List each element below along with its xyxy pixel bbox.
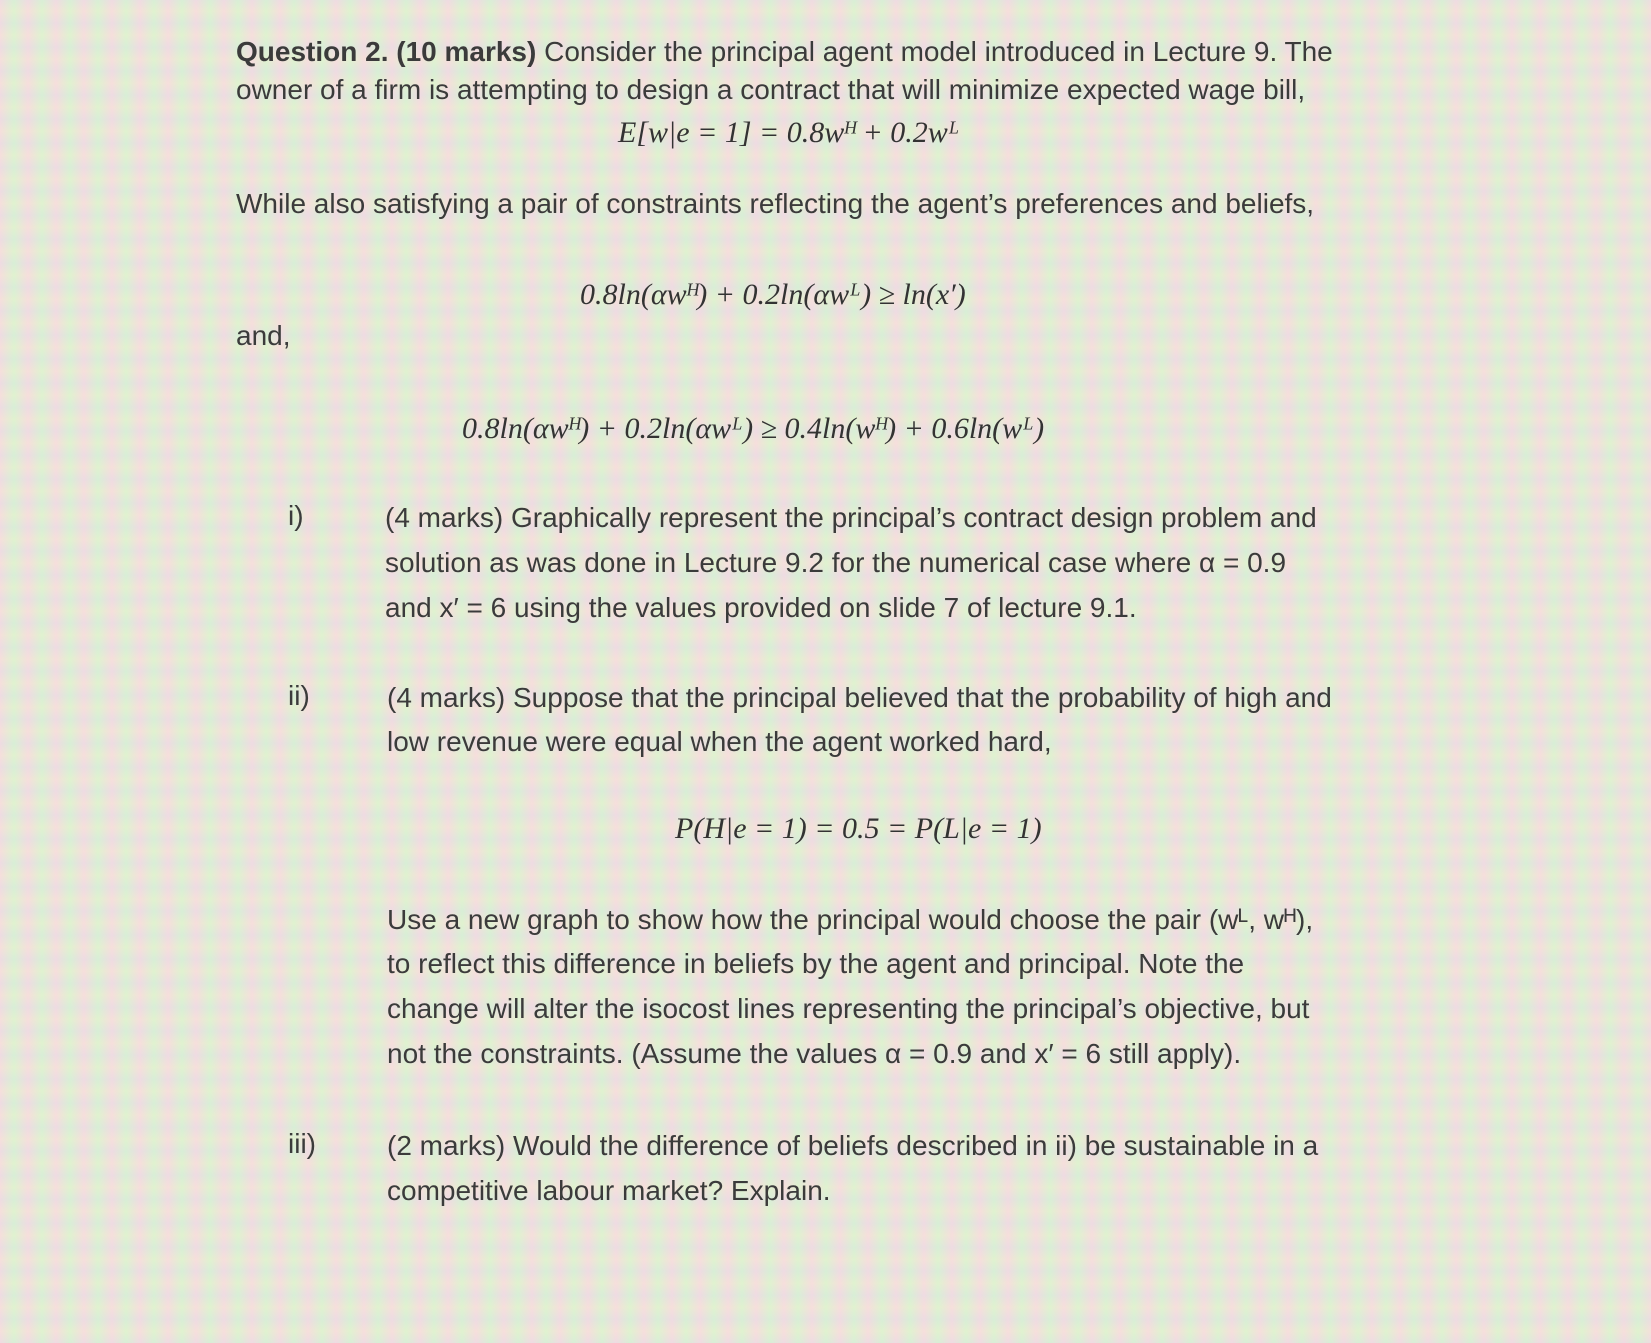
part-ii-line-1: (4 marks) Suppose that the principal believed that the probability of high and [387, 682, 1332, 713]
part-i-line-1: (4 marks) Graphically represent the principal’s contract design problem and [385, 502, 1317, 533]
part-ii-line-6: not the constraints. (Assume the values α = 0.9 and x′ = 6 still apply). [387, 1038, 1242, 1069]
beliefs-equation: P(H|e = 1) = 0.5 = P(L|e = 1) [675, 812, 1042, 845]
constraints-intro: While also satisfying a pair of constraints reflecting the agent’s preferences and beliefs, [236, 188, 1315, 219]
part-iii-label: iii) [288, 1128, 316, 1159]
part-ii-label: ii) [288, 680, 310, 711]
intro-line-2: owner of a firm is attempting to design a contract that will minimize expected wage bill, [236, 74, 1306, 105]
part-ii-line-4: to reflect this difference in beliefs by the agent and principal. Note the [387, 948, 1245, 979]
objective-equation: E[w|e = 1] = 0.8wᴴ + 0.2wᴸ [618, 116, 960, 149]
participation-constraint: 0.8ln(αwᴴ) + 0.2ln(αwᴸ) ≥ ln(x′) [580, 278, 966, 311]
and-label: and, [236, 320, 291, 351]
part-iii-line-1: (2 marks) Would the difference of beliefs described in ii) be sustainable in a [387, 1130, 1319, 1161]
part-ii-line-2: low revenue were equal when the agent worked hard, [387, 726, 1052, 757]
part-i-line-2: solution as was done in Lecture 9.2 for the numerical case where α = 0.9 [385, 547, 1287, 578]
part-i-label: i) [288, 500, 304, 531]
part-ii-line-5: change will alter the isocost lines representing the principal’s objective, but [387, 993, 1310, 1024]
part-ii-line-3: Use a new graph to show how the principal would choose the pair (wᴸ, wᴴ), [387, 904, 1314, 935]
incentive-constraint: 0.8ln(αwᴴ) + 0.2ln(αwᴸ) ≥ 0.4ln(wᴴ) + 0.6ln(wᴸ) [462, 412, 1045, 445]
part-i-line-3: and x′ = 6 using the values provided on slide 7 of lecture 9.1. [385, 592, 1137, 623]
question-label: Question 2. (10 marks) [236, 36, 537, 67]
part-iii-line-2: competitive labour market? Explain. [387, 1175, 831, 1206]
question-heading [236, 34, 1333, 70]
intro-line-1: Consider the principal agent model introduced in Lecture 9. The [536, 36, 1333, 67]
